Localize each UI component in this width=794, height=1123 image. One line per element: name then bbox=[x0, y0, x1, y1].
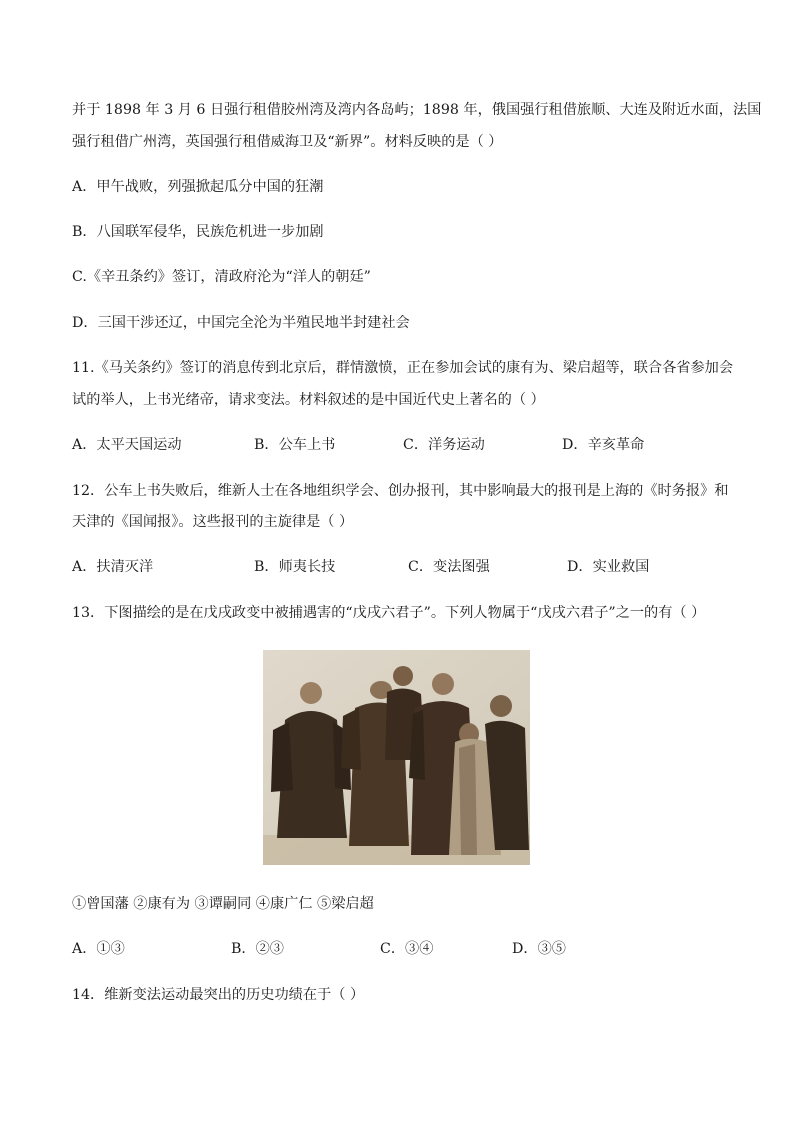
q10-stem-line2: 强行租借广州湾，英国强行租借威海卫及“新界”。材料反映的是（ ） bbox=[72, 134, 503, 150]
q13-option-b: B．②③ bbox=[231, 941, 284, 957]
q13-option-a: A．①③ bbox=[72, 941, 125, 957]
q11-option-c: C．洋务运动 bbox=[403, 437, 485, 453]
q12-option-a: A．扶清灭洋 bbox=[72, 559, 154, 575]
q14-stem-line1: 14．维新变法运动最突出的历史功绩在于（ ） bbox=[72, 987, 365, 1003]
q10-option-b: B．八国联军侵华，民族危机进一步加剧 bbox=[72, 224, 324, 240]
q11-stem-line2: 试的举人，上书光绪帝，请求变法。材料叙述的是中国近代史上著名的（ ） bbox=[72, 392, 545, 408]
q13-option-d: D．③⑤ bbox=[512, 941, 566, 957]
six-gentlemen-painting bbox=[263, 650, 530, 865]
q12-option-c: C．变法图强 bbox=[408, 559, 490, 575]
q11-option-b: B．公车上书 bbox=[254, 437, 336, 453]
q12-option-b: B．师夷长技 bbox=[254, 559, 336, 575]
q10-option-a: A．甲午战败，列强掀起瓜分中国的狂潮 bbox=[72, 179, 324, 195]
q11-option-d: D．辛亥革命 bbox=[562, 437, 645, 453]
q12-stem-line1: 12．公车上书失败后，维新人士在各地组织学会、创办报刊，其中影响最大的报刊是上海的《时务报》和 bbox=[72, 483, 729, 499]
q11-stem-line1: 11.《马关条约》签订的消息传到北京后，群情激愤，正在参加会试的康有为、梁启超等，联合各省参加会 bbox=[72, 360, 734, 376]
q13-people-list: ①曾国藩 ②康有为 ③谭嗣同 ④康广仁 ⑤梁启超 bbox=[72, 896, 374, 912]
q12-option-d: D．实业救国 bbox=[567, 559, 650, 575]
q13-option-c: C．③④ bbox=[380, 941, 434, 957]
q13-stem-line1: 13．下图描绘的是在戊戌政变中被捕遇害的“戊戌六君子”。下列人物属于“戊戌六君子”之一的有（ ） bbox=[72, 605, 706, 621]
q10-option-c: C.《辛丑条约》签订，清政府沦为“洋人的朝廷” bbox=[72, 269, 371, 285]
q10-option-d: D．三国干涉还辽，中国完全沦为半殖民地半封建社会 bbox=[72, 315, 410, 331]
q12-stem-line2: 天津的《国闻报》。这些报刊的主旋律是（ ） bbox=[72, 514, 354, 530]
q11-option-a: A．太平天国运动 bbox=[72, 437, 182, 453]
q10-stem-line1: 并于 1898 年 3 月 6 日强行租借胶州湾及湾内各岛屿；1898 年，俄国强行租借旅顺、大连及附近水面，法国 bbox=[72, 102, 762, 118]
